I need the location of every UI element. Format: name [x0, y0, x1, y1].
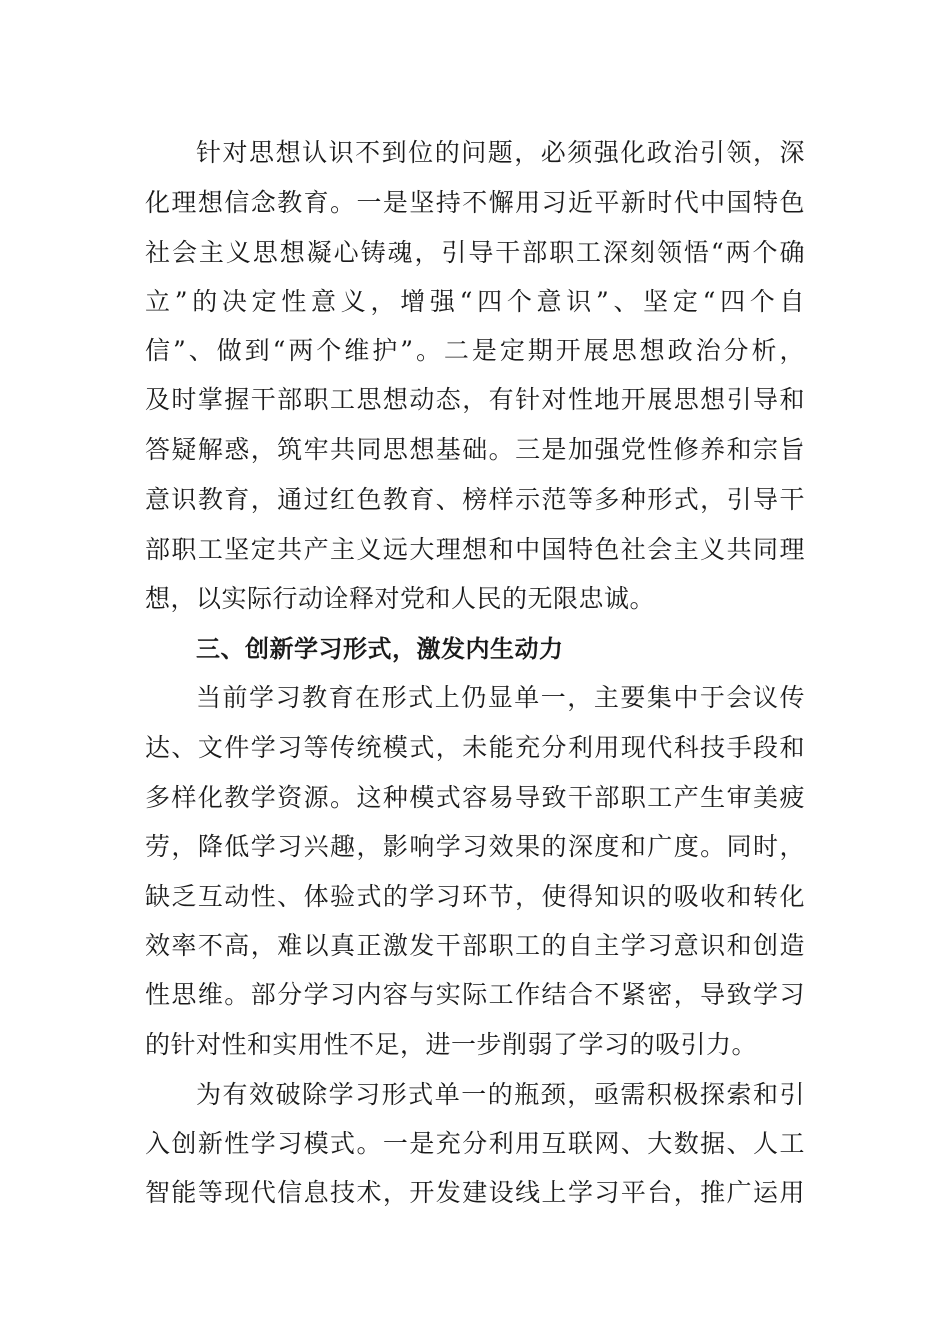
- paragraph-2-line-5: 缺乏互动性、体验式的学习环节，使得知识的吸收和转化: [145, 882, 805, 911]
- paragraph-2-line-8: 的针对性和实用性不足，进一步削弱了学习的吸引力。: [145, 1030, 758, 1059]
- paragraph-1-line-2: 化理想信念教育。一是坚持不懈用习近平新时代中国特色: [145, 188, 805, 217]
- paragraph-1-line-3: 社会主义思想凝心铸魂，引导干部职工深刻领悟“两个确: [145, 238, 805, 267]
- paragraph-1-line-8: 意识教育，通过红色教育、榜样示范等多种形式，引导干: [145, 485, 805, 514]
- paragraph-1-line-9: 部职工坚定共产主义远大理想和中国特色社会主义共同理: [145, 535, 805, 564]
- paragraph-1-line-5: 信”、做到“两个维护”。二是定期开展思想政治分析，: [145, 336, 805, 365]
- paragraph-2-line-6: 效率不高，难以真正激发干部职工的自主学习意识和创造: [145, 931, 805, 960]
- paragraph-2-line-1: 当前学习教育在形式上仍显单一，主要集中于会议传: [196, 683, 805, 712]
- section-heading: 三、创新学习形式，激发内生动力: [196, 635, 564, 663]
- paragraph-2-line-3: 多样化教学资源。这种模式容易导致干部职工产生审美疲: [145, 783, 805, 812]
- paragraph-2-line-2: 达、文件学习等传统模式，未能充分利用现代科技手段和: [145, 733, 805, 762]
- paragraph-2-line-4: 劳，降低学习兴趣，影响学习效果的深度和广度。同时，: [145, 832, 805, 861]
- paragraph-1-line-1: 针对思想认识不到位的问题，必须强化政治引领，深: [196, 138, 805, 167]
- paragraph-1-line-10: 想，以实际行动诠释对党和人民的无限忠诚。: [145, 584, 656, 613]
- paragraph-1-line-7: 答疑解惑，筑牢共同思想基础。三是加强党性修养和宗旨: [145, 435, 805, 464]
- paragraph-3-line-3: 智能等现代信息技术，开发建设线上学习平台，推广运用: [145, 1178, 805, 1207]
- paragraph-3-line-1: 为有效破除学习形式单一的瓶颈，亟需积极探索和引: [196, 1080, 805, 1109]
- paragraph-1-line-6: 及时掌握干部职工思想动态，有针对性地开展思想引导和: [145, 385, 805, 414]
- paragraph-2-line-7: 性思维。部分学习内容与实际工作结合不紧密，导致学习: [145, 980, 805, 1009]
- paragraph-1-line-4: 立”的决定性意义，增强“四个意识”、坚定“四个自: [145, 287, 805, 316]
- paragraph-3-line-2: 入创新性学习模式。一是充分利用互联网、大数据、人工: [145, 1129, 805, 1158]
